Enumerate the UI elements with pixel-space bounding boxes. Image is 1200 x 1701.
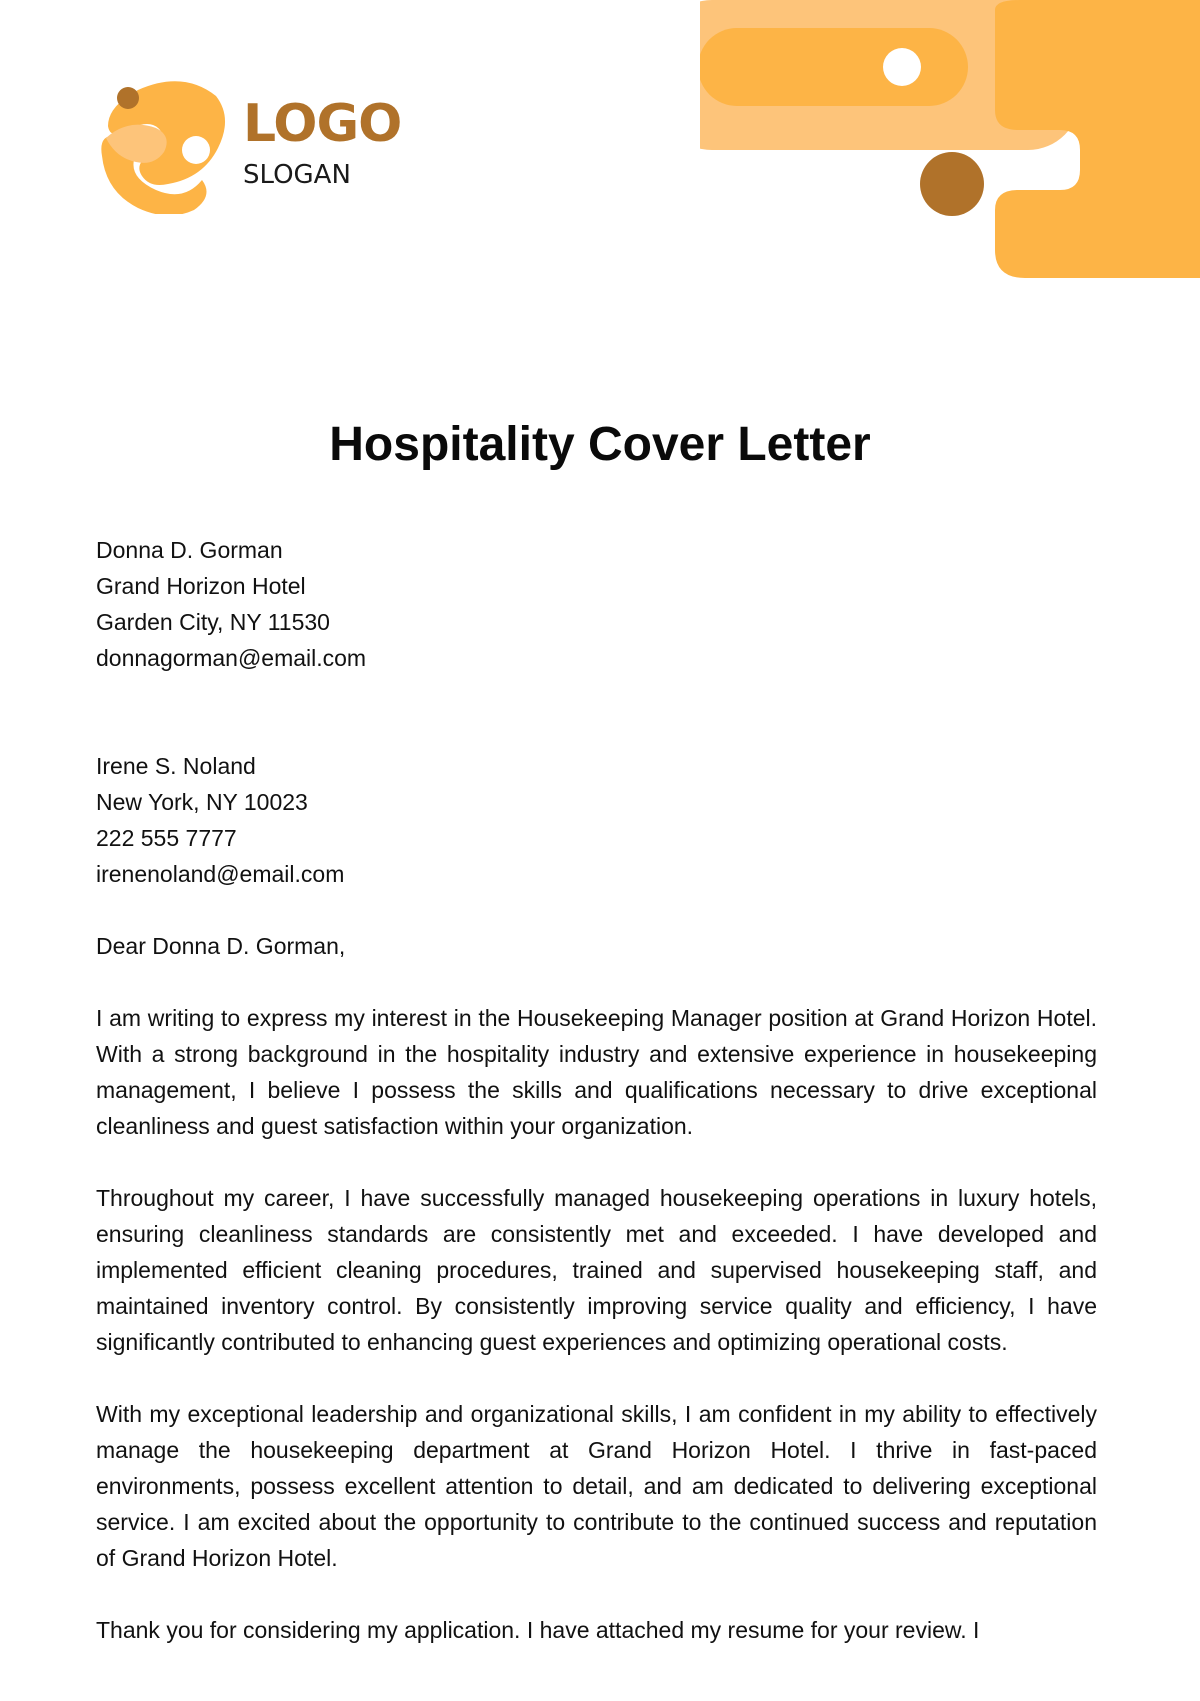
body-paragraph-2: Throughout my career, I have successfully managed housekeeping operations in luxury hotels, ensuring cleanliness standards are consistently met and exceeded. I have developed and implemented efficient cleaning procedures, trained and supervised housekeeping staff, and maintained inventory control. By consistently improving service quality and efficiency, I have significantly contributed to enhancing guest experiences and optimizing operational costs. xyxy=(96,1185,1097,1355)
sender-email: donnagorman@email.com xyxy=(96,645,367,671)
deco-light-overlay xyxy=(700,28,968,106)
logo-mark-icon xyxy=(98,78,226,214)
letter-body xyxy=(96,532,1097,1648)
sender-block xyxy=(96,532,1097,676)
logo xyxy=(98,78,428,214)
page-title: Hospitality Cover Letter xyxy=(329,418,871,471)
recipient-name: Irene S. Noland xyxy=(96,753,256,779)
salutation: Dear Donna D. Gorman, xyxy=(96,933,346,959)
logo-text: LOGO xyxy=(243,94,402,154)
spacer xyxy=(96,1360,1097,1396)
spacer xyxy=(96,676,1097,748)
deco-brown-dot xyxy=(920,152,984,216)
body-paragraph-4: Thank you for considering my application. I have attached my resume for your review. I xyxy=(96,1617,980,1643)
deco-white-dot xyxy=(883,48,921,86)
sender-name: Donna D. Gorman xyxy=(96,537,283,563)
recipient-block xyxy=(96,748,1097,892)
logo-slogan: SLOGAN xyxy=(243,160,351,190)
sender-company: Grand Horizon Hotel xyxy=(96,573,306,599)
recipient-phone: 222 555 7777 xyxy=(96,825,237,851)
spacer xyxy=(96,1576,1097,1612)
recipient-address: New York, NY 10023 xyxy=(96,789,308,815)
spacer xyxy=(96,1144,1097,1180)
corner-decoration xyxy=(700,0,1200,290)
body-paragraph-3: With my exceptional leadership and organizational skills, I am confident in my ability to effectively manage the housekeeping department at Grand Horizon Hotel. I thrive in fast-paced environments, possess excellent attention to detail, and am dedicated to delivering exceptional service. I am excited about the opportunity to contribute to the continued success and reputation of Grand Horizon Hotel. xyxy=(96,1401,1097,1571)
sender-address: Garden City, NY 11530 xyxy=(96,609,330,635)
recipient-email: irenenoland@email.com xyxy=(96,861,345,887)
spacer xyxy=(96,892,1097,928)
spacer xyxy=(96,964,1097,1000)
body-paragraph-1: I am writing to express my interest in the Housekeeping Manager position at Grand Horizon Hotel. With a strong background in the hospitality industry and extensive experience in housekeeping management, I believe I possess the skills and qualifications necessary to drive exceptional cleanliness and guest satisfaction within your organization. xyxy=(96,1005,1097,1139)
